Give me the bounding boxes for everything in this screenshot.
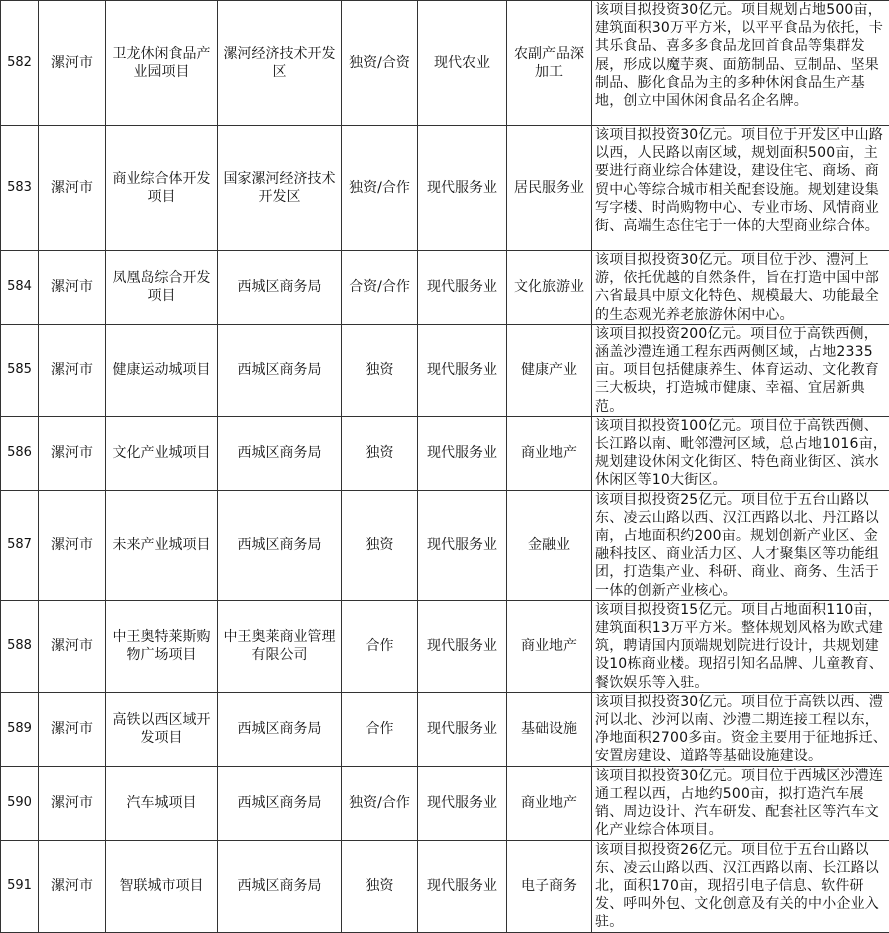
city-cell: 漯河市	[39, 490, 106, 600]
project-name-cell: 智联城市项目	[106, 840, 218, 932]
row-number: 591	[1, 840, 39, 932]
row-number: 590	[1, 766, 39, 840]
table-row	[1, 416, 889, 490]
table-row	[1, 840, 889, 932]
description-cell: 该项目拟投资15亿元。项目占地面积110亩，建筑面积13万平方米。整体规划风格为欧式建筑，聘请国内顶端规划院进行设计，共规划建设10栋商业楼。现招引知名品牌、儿童教育、餐饮娱乐等入驻。	[592, 600, 889, 692]
project-name-cell: 未来产业城项目	[106, 490, 218, 600]
row-number: 582	[1, 1, 39, 126]
sub-industry-cell: 商业地产	[507, 766, 592, 840]
city-cell: 漯河市	[39, 126, 106, 251]
city-cell: 漯河市	[39, 324, 106, 416]
unit-cell: 西城区商务局	[218, 490, 342, 600]
industry-cell: 现代服务业	[418, 840, 507, 932]
unit-cell: 西城区商务局	[218, 840, 342, 932]
cooperation-mode-cell: 合资/合作	[342, 251, 418, 325]
sub-industry-cell: 居民服务业	[507, 126, 592, 251]
table-row	[1, 1, 889, 126]
sub-industry-cell: 商业地产	[507, 416, 592, 490]
unit-cell: 中王奥莱商业管理有限公司	[218, 600, 342, 692]
unit-cell: 西城区商务局	[218, 416, 342, 490]
table-row	[1, 490, 889, 600]
sub-industry-cell: 农副产品深加工	[507, 1, 592, 126]
description-cell: 该项目拟投资25亿元。项目位于五台山路以东、凌云山路以西、汉江西路以北、丹江路以南，占地面积约200亩。规划创新产业区、金融科技区、商业活力区、人才聚集区等功能组团，打造集产业、科研、商业、商务、生活于一体的创新产业核心。	[592, 490, 889, 600]
city-cell: 漯河市	[39, 840, 106, 932]
sub-industry-cell: 基础设施	[507, 692, 592, 766]
sub-industry-cell: 文化旅游业	[507, 251, 592, 325]
city-cell: 漯河市	[39, 251, 106, 325]
project-name-cell: 汽车城项目	[106, 766, 218, 840]
table-row	[1, 692, 889, 766]
row-number: 586	[1, 416, 39, 490]
industry-cell: 现代服务业	[418, 490, 507, 600]
project-name-cell: 商业综合体开发项目	[106, 126, 218, 251]
industry-cell: 现代服务业	[418, 692, 507, 766]
table-row	[1, 251, 889, 325]
project-name-cell: 凤凰岛综合开发项目	[106, 251, 218, 325]
unit-cell: 西城区商务局	[218, 324, 342, 416]
project-name-cell: 文化产业城项目	[106, 416, 218, 490]
row-number: 584	[1, 251, 39, 325]
description-cell: 该项目拟投资30亿元。项目规划占地500亩，建筑面积30万平方米，以平平食品为依托，卡其乐食品、喜多多食品龙回首食品等集群发展，形成以魔芋爽、面筋制品、豆制品、坚果制品、膨化食品为主的多种休闲食品生产基地，创立中国休闲食品名企名牌。	[592, 1, 889, 126]
sub-industry-cell: 金融业	[507, 490, 592, 600]
city-cell: 漯河市	[39, 1, 106, 126]
table-row	[1, 766, 889, 840]
description-cell: 该项目拟投资30亿元。项目位于开发区中山路以西，人民路以南区域，规划面积500亩，主要进行商业综合体建设，建设住宅、商场、商贸中心等综合城市相关配套设施。规划建设集写字楼、时尚购物中心、专业市场、风情商业街、高端生态住宅于一体的大型商业综合体。	[592, 126, 889, 251]
description-cell: 该项目拟投资26亿元。项目位于五台山路以东、凌云山路以西、汉江西路以南、长江路以北，面积170亩，现招引电子信息、软件研发、呼叫外包、文化创意及有关的中小企业入驻。	[592, 840, 889, 932]
cooperation-mode-cell: 独资	[342, 416, 418, 490]
row-number: 585	[1, 324, 39, 416]
description-cell: 该项目拟投资30亿元。项目位于高铁以西、澧河以北、沙河以南、沙澧二期连接工程以东，净地面积2700多亩。资金主要用于征地拆迁、安置房建设、道路等基础设施建设。	[592, 692, 889, 766]
industry-cell: 现代服务业	[418, 251, 507, 325]
cooperation-mode-cell: 独资	[342, 324, 418, 416]
sub-industry-cell: 健康产业	[507, 324, 592, 416]
cooperation-mode-cell: 独资	[342, 490, 418, 600]
table-row	[1, 600, 889, 692]
industry-cell: 现代服务业	[418, 126, 507, 251]
row-number: 587	[1, 490, 39, 600]
sub-industry-cell: 电子商务	[507, 840, 592, 932]
unit-cell: 西城区商务局	[218, 692, 342, 766]
industry-cell: 现代服务业	[418, 600, 507, 692]
project-name-cell: 卫龙休闲食品产业园项目	[106, 1, 218, 126]
table-row	[1, 324, 889, 416]
description-cell: 该项目拟投资100亿元。项目位于高铁西侧、长江路以南、毗邻澧河区域，总占地1016亩，规划建设休闲文化街区、特色商业街区、滨水休闲区等10大街区。	[592, 416, 889, 490]
unit-cell: 漯河经济技术开发区	[218, 1, 342, 126]
industry-cell: 现代农业	[418, 1, 507, 126]
row-number: 583	[1, 126, 39, 251]
industry-cell: 现代服务业	[418, 766, 507, 840]
row-number: 588	[1, 600, 39, 692]
cooperation-mode-cell: 合作	[342, 692, 418, 766]
row-number: 589	[1, 692, 39, 766]
unit-cell: 西城区商务局	[218, 251, 342, 325]
project-name-cell: 健康运动城项目	[106, 324, 218, 416]
industry-cell: 现代服务业	[418, 416, 507, 490]
project-name-cell: 中王奥特莱斯购物广场项目	[106, 600, 218, 692]
cooperation-mode-cell: 独资/合作	[342, 766, 418, 840]
description-cell: 该项目拟投资200亿元。项目位于高铁西侧，涵盖沙澧连通工程东西两侧区域，占地2335亩。项目包括健康养生、体育运动、文化教育三大板块，打造城市健康、幸福、宜居新典范。	[592, 324, 889, 416]
industry-cell: 现代服务业	[418, 324, 507, 416]
cooperation-mode-cell: 合作	[342, 600, 418, 692]
description-cell: 该项目拟投资30亿元。项目位于沙、澧河上游，依托优越的自然条件，旨在打造中国中部六省最具中原文化特色、规模最大、功能最全的生态观光养老旅游休闲中心。	[592, 251, 889, 325]
unit-cell: 国家漯河经济技术开发区	[218, 126, 342, 251]
cooperation-mode-cell: 独资	[342, 840, 418, 932]
sub-industry-cell: 商业地产	[507, 600, 592, 692]
city-cell: 漯河市	[39, 416, 106, 490]
project-name-cell: 高铁以西区域开发项目	[106, 692, 218, 766]
unit-cell: 西城区商务局	[218, 766, 342, 840]
cooperation-mode-cell: 独资/合资	[342, 1, 418, 126]
city-cell: 漯河市	[39, 692, 106, 766]
city-cell: 漯河市	[39, 600, 106, 692]
table-row	[1, 126, 889, 251]
description-cell: 该项目拟投资30亿元。项目位于西城区沙澧连通工程以西，占地约500亩，拟打造汽车展销、周边设计、汽车研发、配套社区等汽车文化产业综合体项目。	[592, 766, 889, 840]
city-cell: 漯河市	[39, 766, 106, 840]
cooperation-mode-cell: 独资/合作	[342, 126, 418, 251]
